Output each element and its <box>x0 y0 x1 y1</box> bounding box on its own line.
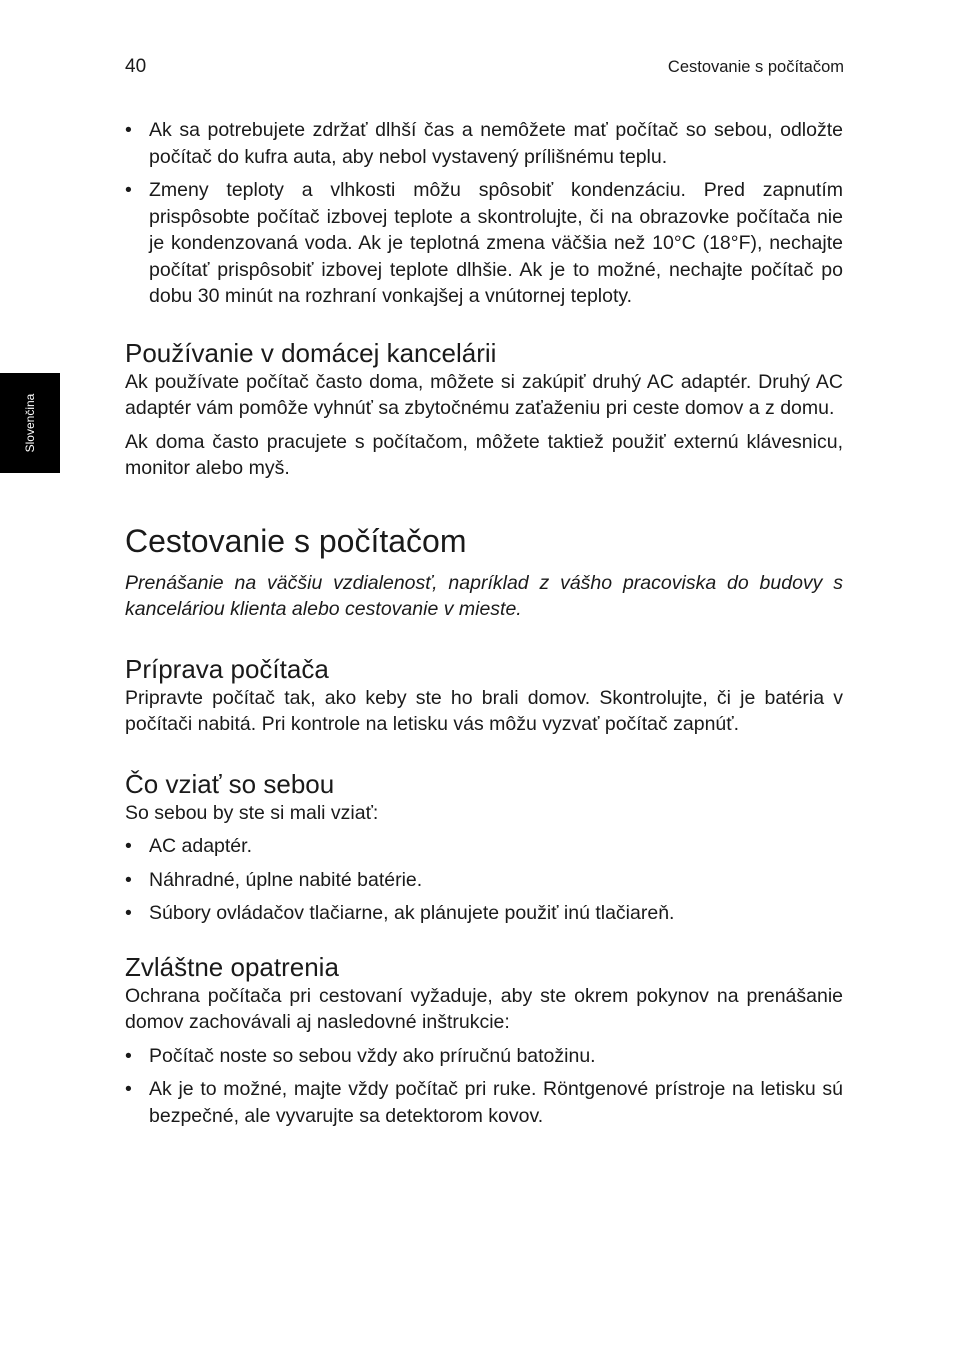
bring-intro: So sebou by ste si mali vziať: <box>125 801 379 824</box>
prepare-heading: Príprava počítača <box>125 653 329 684</box>
bullet-icon: • <box>125 1078 132 1100</box>
special-paragraph: Ochrana počítača pri cestovaní vyžaduje, aby ste okrem pokynov na prenášanie domov zachovávali aj nasledovné inštrukcie: <box>125 984 843 1033</box>
bullet-icon: • <box>125 902 132 924</box>
list-item-text: Ak je to možné, majte vždy počítač pri ruke. Röntgenové prístroje na letisku sú bezpečné, ale vyvarujte sa detektorom kovov. <box>149 1078 843 1127</box>
list-item <box>125 900 843 927</box>
list-item-text: Ak sa potrebujete zdržať dlhší čas a nemôžete mať počítač so sebou, odložte počítač do kufra auta, aby nebol vystavený prílišnému teplu. <box>149 119 843 168</box>
home-office-paragraph: Ak používate počítač často doma, môžete si zakúpiť druhý AC adaptér. Druhý AC adaptér vám pomôže vyhnúť sa zbytočnému zaťaženiu pri ceste domov a z domu. <box>125 370 843 419</box>
bring-list <box>125 833 843 927</box>
list-item-text: Súbory ovládačov tlačiarne, ak plánujete použiť inú tlačiareň. <box>149 902 675 924</box>
home-office-heading: Používanie v domácej kancelárii <box>125 337 497 368</box>
language-tab-label: Slovenčina <box>23 393 37 453</box>
list-item-text: Náhradné, úplne nabité batérie. <box>149 868 423 891</box>
list-item <box>125 833 843 860</box>
page-number: 40 <box>125 56 147 77</box>
list-item <box>125 1076 843 1129</box>
running-header: Cestovanie s počítačom <box>667 58 844 76</box>
list-item <box>125 1043 843 1070</box>
top-bullet-list <box>125 117 843 310</box>
bullet-icon: • <box>125 835 132 857</box>
list-item-text: Zmeny teploty a vlhkosti môžu spôsobiť kondenzáciu. Pred zapnutím prispôsobte počítač izbovej teplote a skontrolujte, či na obrazovke počítača nie je kondenzovaná voda. Ak je teplotná zmena väčšia než 10°C (18°F), nechajte počítať prispôsobiť izbovej teplote dlhšie. Ak je to možné, nechajte počítač po dobu 30 minút na rozhraní vonkajšej a vnútornej teploty. <box>149 179 843 307</box>
bullet-icon: • <box>125 179 132 201</box>
prepare-paragraph: Pripravte počítač tak, ako keby ste ho brali domov. Skontrolujte, či je batéria v počítači nabitá. Pri kontrole na letisku vás môžu vyzvať počítač zapnúť. <box>125 686 843 735</box>
home-office-paragraph: Ak doma často pracujete s počítačom, môžete taktiež použiť externú klávesnicu, monitor alebo myš. <box>125 430 843 479</box>
list-item <box>125 867 843 894</box>
section-title: Cestovanie s počítačom <box>125 522 467 559</box>
list-item-text: Počítač noste so sebou vždy ako príručnú batožinu. <box>149 1044 596 1067</box>
bullet-icon: • <box>125 868 132 891</box>
list-item-text: AC adaptér. <box>149 835 252 857</box>
section-intro: Prenášanie na väčšiu vzdialenosť, napríklad z vášho pracoviska do budovy s kanceláriou klienta alebo cestovanie v mieste. <box>125 571 843 620</box>
language-tab <box>0 373 60 473</box>
page-content <box>125 117 843 1136</box>
bullet-icon: • <box>125 1044 132 1067</box>
list-item <box>125 177 843 310</box>
special-heading: Zvláštne opatrenia <box>125 951 339 982</box>
bullet-icon: • <box>125 119 132 141</box>
special-list <box>125 1043 843 1130</box>
bring-heading: Čo vziať so sebou <box>125 768 335 799</box>
list-item <box>125 117 843 170</box>
